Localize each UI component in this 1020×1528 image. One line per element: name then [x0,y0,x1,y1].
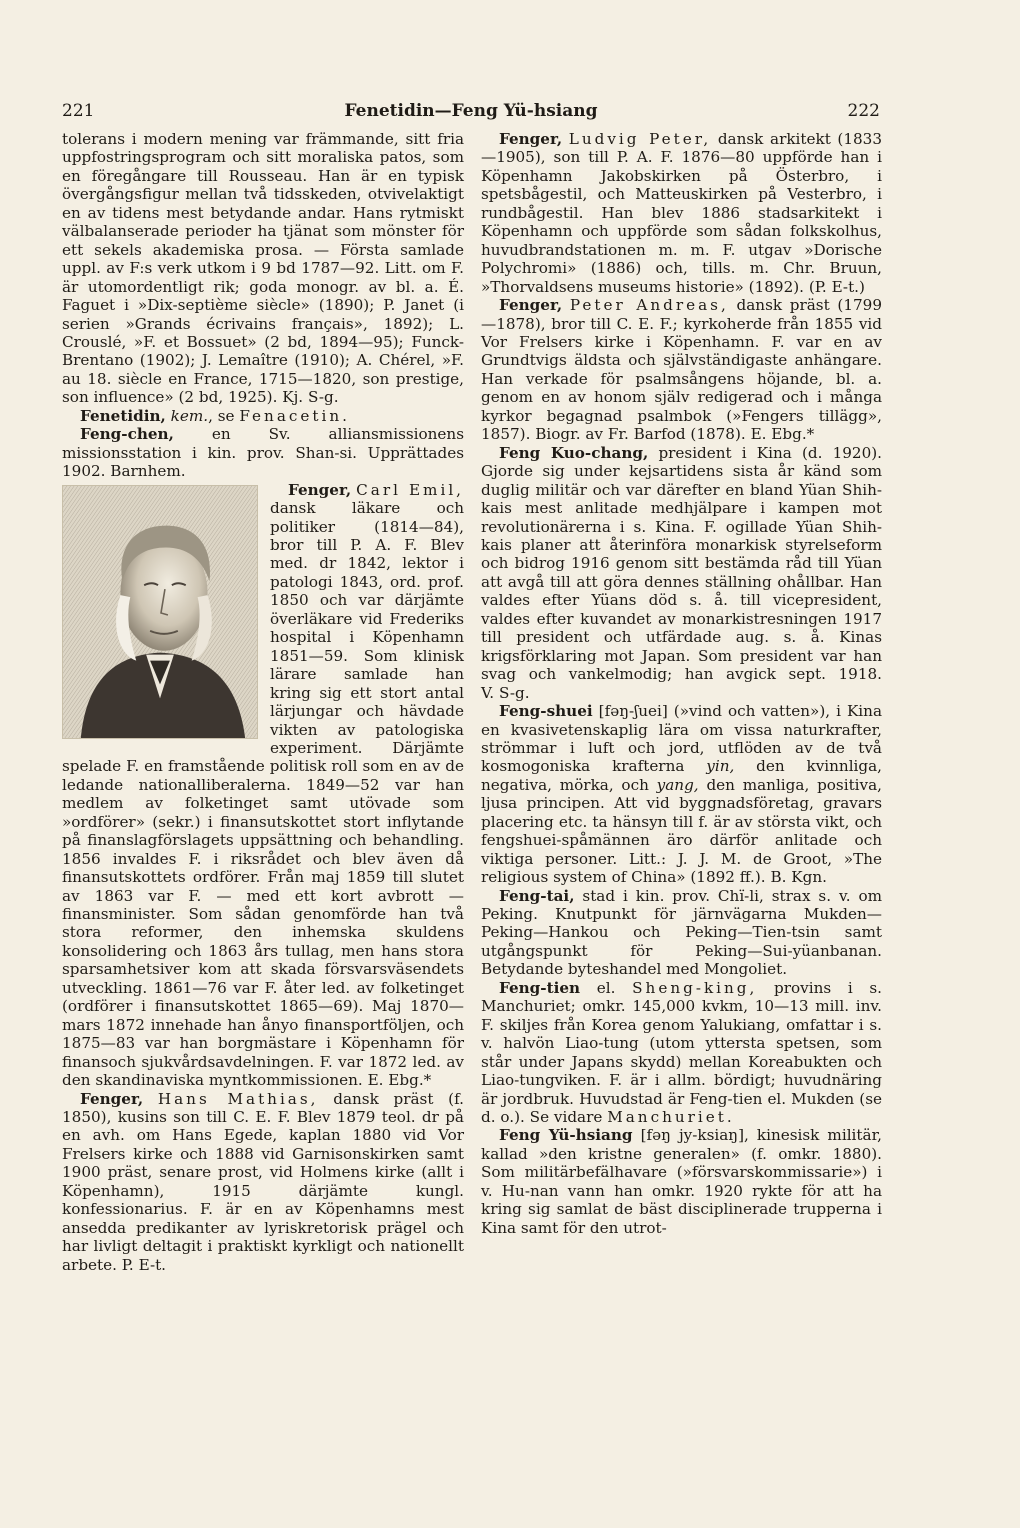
entry-feng-yu-hsiang: Feng Yü-hsiang [fəŋ jy-ksiaŋ], kinesisk militär, kallad »den kristne generalen» (f. omkr. 1880). Som militärbefälhavare (»försvarskommissarie») i v. Hu-nan vann han omkr. 1920 rykte för att ha kring sig samlat de bäst disciplinerade trupperna i Kina samt för den utrot- [481,1126,882,1237]
signature: E. Ebg.* [750,425,815,444]
running-title: Fenetidin—Feng Yü-hsiang [344,101,598,121]
left-column [62,130,464,1274]
entry-lemma: Feng-tien [499,978,581,997]
portrait-engraving [62,485,258,739]
right-column [481,130,882,1237]
entry-feng-kuo-chang: Feng Kuo-chang, president i Kina (d. 1920). Gjorde sig under kejsartidens sista år känd som duglig militär och var därefter en bland Yüan Shih-kais mest anlitade medhjälpare i kampen mot revolutionärerna i s. Kina. F. ogillade Yüan Shih-kais planer att återinföra monarkisk styrelseform och bidrog 1916 genom sitt bestämda råd till Yüan att avgå till att göra dennes ställning ohållbar. Han valdes efter Yüans död s. å. till vicepresident, valdes efter kuvandet av monarkistresningen 1917 till president och utfärdade aug. s. å. Kinas krigsförklaring mot Japan. Som president var han svag och vankelmodig; han avgick sept. 1918. V. S-g. [481,443,882,702]
entry-lemma: Fenger, [288,480,352,499]
entry-lemma: Fenger, [499,296,563,315]
entry-fenger-carl-emil: Fenger, Carl Emil, dansk läkare och politiker (1814—84), bror till P. A. F. Blev med. dr 1842, lektor i patologi 1843, ord. prof. 1850 och var därjämte överläkare vid Frederiks hospital i Köpenhamn 1851—59. Som klinisk lärare samlade han kring sig ett stort antal lärjungar och hävdade vikten av patologiska experiment. Därjämte spelade F. en framstående politisk roll som en av de ledande nationalliberalerna. 1849—52 var han medlem av folketinget samt utövade som »ordförer» (sekr.) i finansutskottet stort inflytande på finanslagförslagets uppsättning och behandling. 1856 invaldes F. i riksrådet och blev även då finansutskottets ordförer. Från maj 1859 till slutet av 1863 var F. — med ett kort avbrott — finansminister. Som sådan genomförde han två stora reformer, den inhemska skuldens konsolidering och 1863 års tullag, men hans stora sparsamhetsiver kom att skada försvarsväsendets utveckling. 1861—76 var F. åter led. av folketinget (ordförer i finansutskottet 1865—69). Maj 1870—mars 1872 innehade han ånyo finansportföljen, och 1875—83 var han borgmästare i Köpenhamn för finansoch sjukvårdsavdelningen. F. var 1872 led. av den skandinaviska myntkommissionen. E. Ebg.* [62,480,465,1090]
entry-lemma: Feng Yü-hsiang [499,1126,633,1145]
entry-lemma: Feng-shuei [499,702,593,721]
entry-lemma: Feng-chen, [80,425,174,444]
signature: V. S-g. [481,683,530,702]
entry-lemma: Fenger, [499,130,563,148]
fenelon-continuation: tolerans i modern mening var främmande, sitt fria uppfostringsprogram och sitt moraliska patos, som en föregångare till Rousseau. Han är en typisk övergångsfigur mellan två tidsskeden, otvivelaktigt en av tidens mest betydande andar. Hans rytmiskt välbalanserade perioder ha tjänat som mönster för ett sekels akademiska prosa. — Första samlade uppl. av F:s verk utkom i 9 bd 1787—92. Litt. om F. är utomordentligt rik; goda monogr. av bl. a. É. Faguet i »Dix-septième siècle» (1890); P. Janet (i serien »Grands écrivains français», 1892); L. Crouslé, »F. et Bossuet» (2 bd, 1894—95); Funck-Brentano (1902); J. Lemaître (1910); A. Chérel, »F. au 18. siècle en France, 1715—1820, son prestige, son influence» (2 bd, 1925). Kj. S-g. [62,130,464,407]
entry-name: Hans Mathias, [157,1089,319,1108]
entry-name: Ludvig Peter, [568,130,712,148]
entry-lemma: Feng-tai, [499,886,575,905]
entry-feng-chen: Feng-chen, en Sv. alliansmissionens missionsstation i kin. prov. Shan-si. Upprättades 1902. Barnhem. [62,425,464,481]
entry-lemma: Fenger, [80,1089,144,1108]
entry-feng-shuei: Feng-shuei [fəŋ-ʃuei] (»vind och vatten»), i Kina en kvasivetenskaplig lära om vissa naturkrafter, strömmar i luft och jord, utflöden av de två kosmogoniska krafterna yin, den kvinnliga, negativa, mörka, och yang, den manliga, positiva, ljusa principen. Att vid byggnadsföretag, gravars placering etc. ta hänsyn till f. är av största vikt, och fengshuei-spåmännen äro därför anlitade och viktiga personer. Litt.: J. J. M. de Groot, »The religious system of China» (1892 ff.). B. Kgn. [481,702,883,887]
signature: (P. E-t.) [808,277,865,296]
page-number-right: 222 [847,101,880,121]
page-number-left: 221 [62,101,95,121]
signature: E. Ebg.* [367,1071,432,1090]
entry-feng-tien: Feng-tien el. Sheng-king, provins i s. Manchuriet; omkr. 145,000 kvkm, 10—13 mill. inv. F. skiljes från Korea genom Yalukiang, omfattar i s. v. halvön Liao-tung (utom yttersta spetsen, som står under Japans skydd) mellan Koreabukten och Liao-tungviken. F. är i allm. bördigt; huvudnäring är jordbruk. Huvudstad är Feng-tien el. Mukden (se d. o.). Se vidare Manchuriet. [481,978,883,1127]
entry-name: Sheng-king, [632,978,758,997]
running-header [62,98,880,124]
entry-fenger-ludvig-peter: Fenger, Ludvig Peter, dansk arkitekt (1833—1905), son till P. A. F. 1876—80 uppförde han i Köpenhamn Jakobskirken på Österbro, i spetsbågestil, och Matteuskirken på Vesterbro, i rundbågestil. Han blev 1886 stadsarkitekt i Köpenhamn och uppförde som sådan folkskolhus, huvudbrandstationen m. m. F. utgav »Dorische Polychromi» (1886) och, tills. m. Chr. Bruun, »Thorvaldsens museums historie» (1892). (P. E-t.) [481,130,883,296]
entry-feng-tai: Feng-tai, stad i kin. prov. Chï-li, strax s. v. om Peking. Knutpunkt för järnvägarna Mukden—Peking—Hankou och Peking—Tien-tsin samt utgångspunkt för Peking—Sui-yüanbanan. Betydande byteshandel med Mongoliet. [481,886,882,979]
signature: Kj. S-g. [282,388,339,407]
entry-lemma: Fenetidin, [80,406,166,425]
entry-fenetidin: Fenetidin, kem., se Fenacetin. [80,406,350,425]
entry-name: Carl Emil, [356,480,465,499]
entry-lemma: Feng Kuo-chang, [499,443,649,462]
entry-fenger-peter-andreas: Fenger, Peter Andreas, dansk präst (1799—1878), bror till C. E. F.; kyrkoherde från 1855 vid Vor Frelsers kirke i Köpenhamn. F. var en av Grundtvigs äldsta och självständigaste anhängare. Han verkade för psalmsångens höjande, bl. a. genom en av honom själv redigerad och i många kyrkor begagnad psalmbok (»Fengers tillägg», 1857). Biogr. av Fr. Barfod (1878). E. Ebg.* [481,296,882,444]
cross-reference: Fenacetin. [239,406,350,425]
entry-fenger-hans-mathias: Fenger, Hans Mathias, dansk präst (f. 1850), kusins son till C. E. F. Blev 1879 teol. dr på en avh. om Hans Egede, kaplan 1880 vid Vor Frelsers kirke och 1888 vid Garnisonskirken samt 1900 präst, senare prost, vid Holmens kirke (allt i Köpenhamn), 1915 därjämte kungl. konfessionarius. F. är en av Köpenhamns mest ansedda predikanter av lyriskretorisk prägel och har livligt deltagit i praktiskt kyrkligt och nationellt arbete. P. E-t. [62,1089,465,1274]
signature: P. E-t. [121,1255,167,1274]
cross-reference: Manchuriet. [607,1108,735,1127]
signature: B. Kgn. [770,868,827,887]
entry-name: Peter Andreas, [569,296,729,315]
